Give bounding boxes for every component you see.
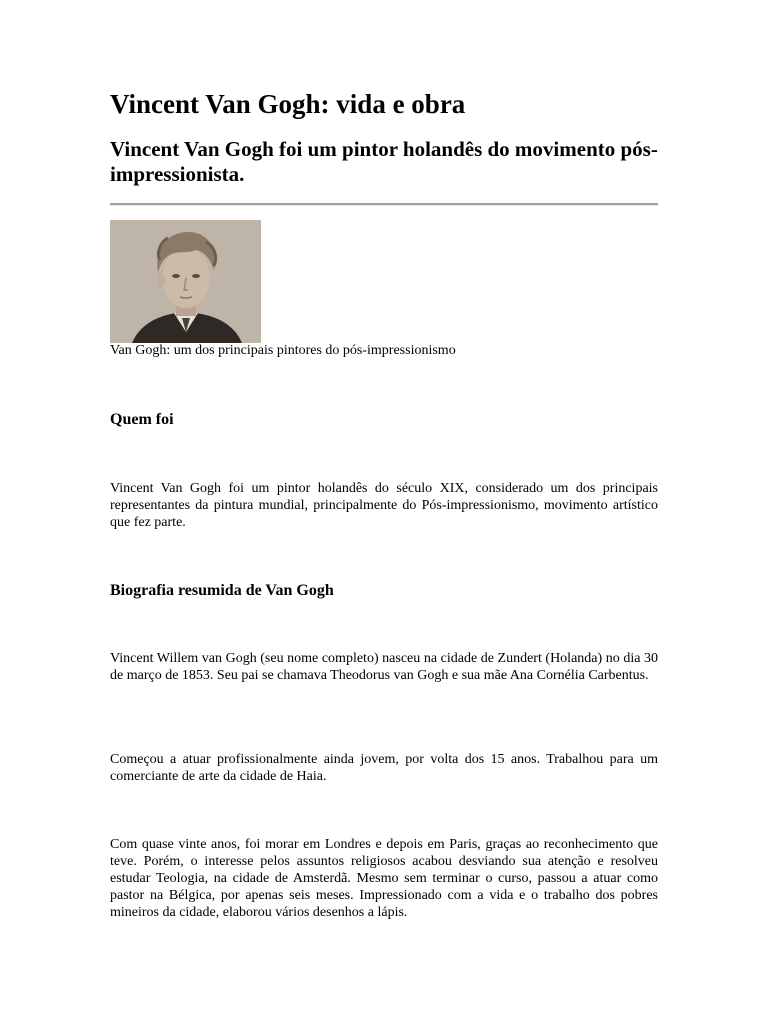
paragraph: Vincent Willem van Gogh (seu nome completo) nasceu na cidade de Zundert (Holanda) no dia 30 de março de 1853. Seu pai se chamava Theodorus van Gogh e sua mãe Ana Cornélia Carbentus.	[110, 651, 658, 683]
paragraph: Começou a atuar profissionalmente ainda jovem, por volta dos 15 anos. Trabalhou para um comerciante de arte da cidade de Haia.	[110, 752, 658, 784]
paragraph: Com quase vinte anos, foi morar em Londres e depois em Paris, graças ao reconhecimento que teve. Porém, o interesse pelos assuntos religiosos acabou desviando sua atenção e resolveu estudar Teologia, na cidade de Amsterdã. Mesmo sem terminar o curso, passou a atuar como pastor na Bélgica, por apenas seis meses. Impressionado com a vida e o trabalho dos pobres mineiros da cidade, elaborou vários desenhos a lápis.	[110, 837, 658, 920]
section-heading-quem-foi: Quem foi	[110, 411, 174, 428]
section-heading-biografia: Biografia resumida de Van Gogh	[110, 582, 334, 599]
van-gogh-portrait-photo	[110, 220, 261, 343]
page-subtitle: Vincent Van Gogh foi um pintor holandês do movimento pós-impressionista.	[110, 137, 658, 186]
horizontal-divider	[110, 203, 658, 206]
paragraph: Vincent Van Gogh foi um pintor holandês do século XIX, considerado um dos principais representantes da pintura mundial, principalmente do Pós-impressionismo, movimento artístico que fez parte.	[110, 481, 658, 530]
page-title: Vincent Van Gogh: vida e obra	[110, 89, 466, 119]
photo-caption: Van Gogh: um dos principais pintores do pós-impressionismo	[110, 343, 456, 358]
